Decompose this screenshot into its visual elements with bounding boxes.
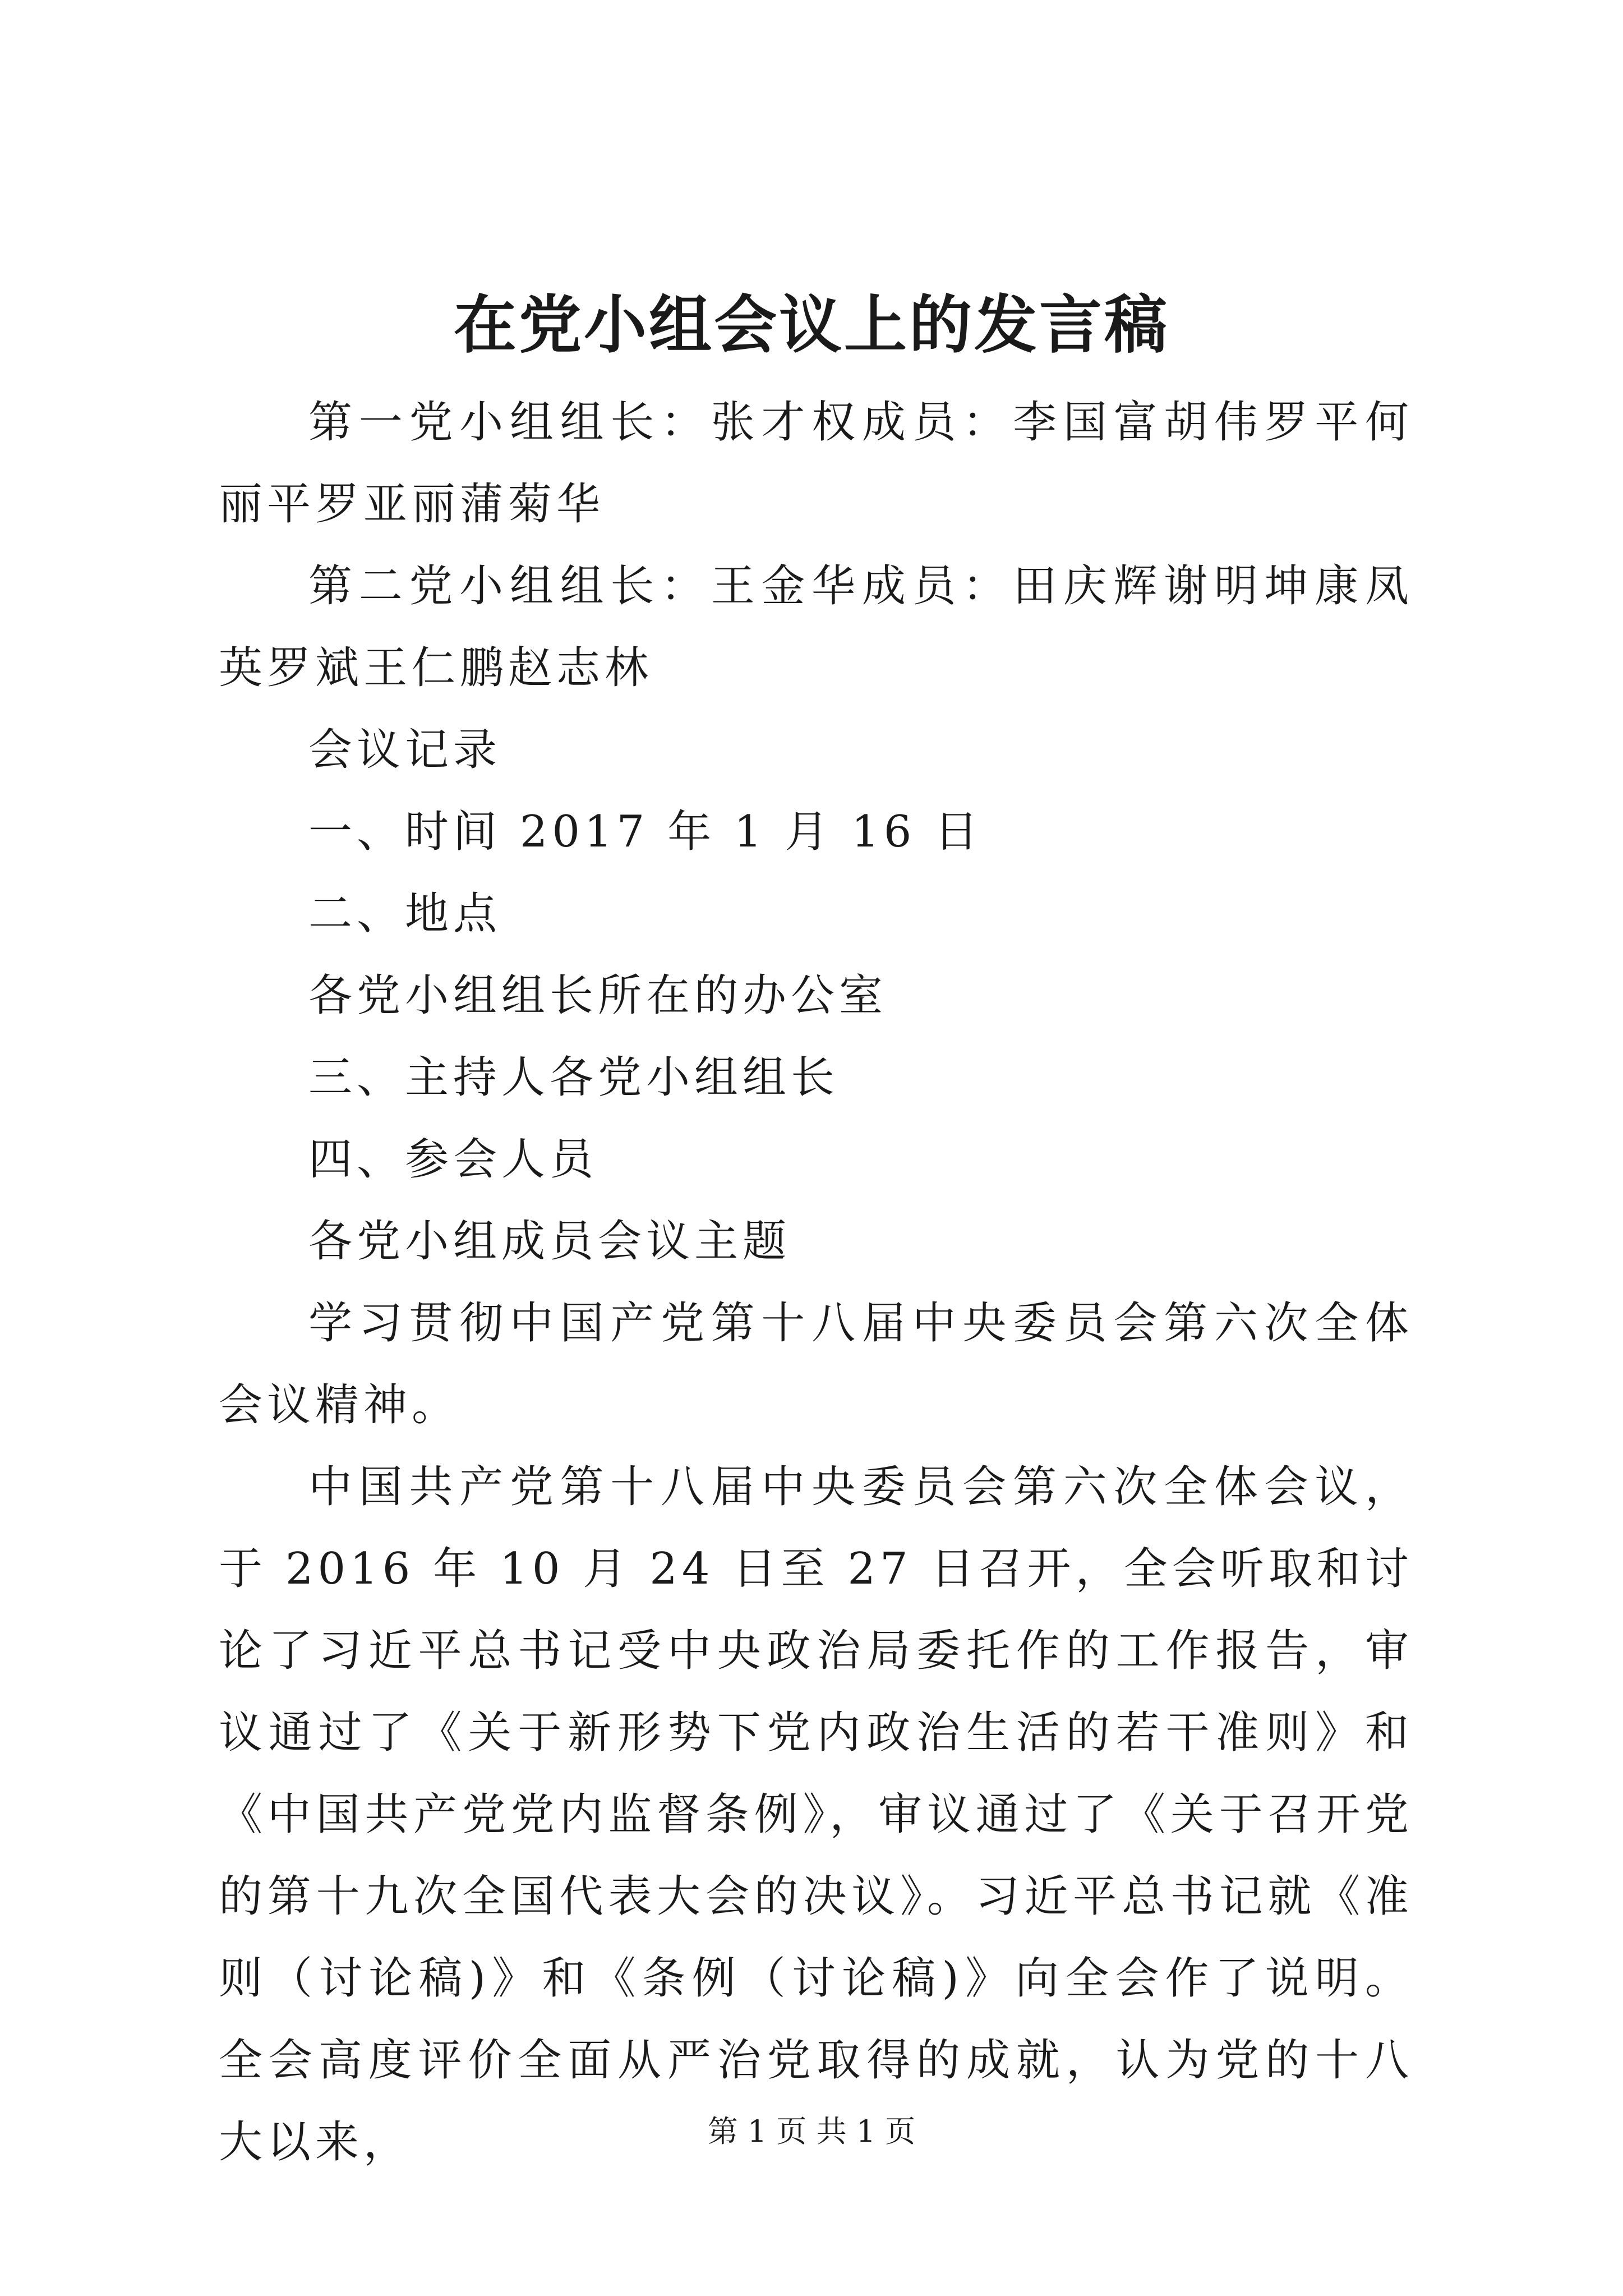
document-body [219, 381, 1413, 2183]
paragraph-group-1: 第一党小组组长：张才权成员：李国富胡伟罗平何丽平罗亚丽蒲菊华 [219, 397, 1413, 530]
paragraph-group-2: 第二党小组组长：王金华成员：田庆辉谢明坤康凤英罗斌王仁鹏赵志林 [219, 561, 1413, 693]
paragraph-attendees-topic: 各党小组成员会议主题 [308, 1216, 791, 1267]
page-footer: 第 1 页 共 1 页 [707, 2114, 916, 2149]
paragraph-attendees-heading: 四、参会人员 [308, 1134, 598, 1185]
paragraph-plenum: 中国共产党第十八届中央委员会第六次全体会议，于 2016 年 10 月 24 日至 27 日召开，全会听取和讨论了习近平总书记受中央政治局委托作的工作报告，审议通过了《关于新形势下党内政治生活的若干准则》和《中国共产党党内监督条例》，审议通过了《关于召开党的第十九次全国代表大会的决议》。习近平总书记就《准则（讨论稿)》和《条例（讨论稿)》向全会作了说明。全会高度评价全面从严治党取得的成就，认为党的十八大以来， [219, 1462, 1413, 2168]
paragraph-host: 三、主持人各党小组组长 [308, 1052, 840, 1103]
paragraph-location: 各党小组组长所在的办公室 [308, 970, 888, 1021]
paragraph-time: 一、时间 2017 年 1 月 16 日 [308, 807, 983, 857]
paragraph-location-heading: 二、地点 [308, 889, 502, 939]
paragraph-study: 学习贯彻中国产党第十八届中央委员会第六次全体会议精神。 [219, 1298, 1413, 1430]
document-title: 在党小组会议上的发言稿 [454, 288, 1169, 362]
paragraph-meeting-record: 会议记录 [308, 725, 502, 775]
